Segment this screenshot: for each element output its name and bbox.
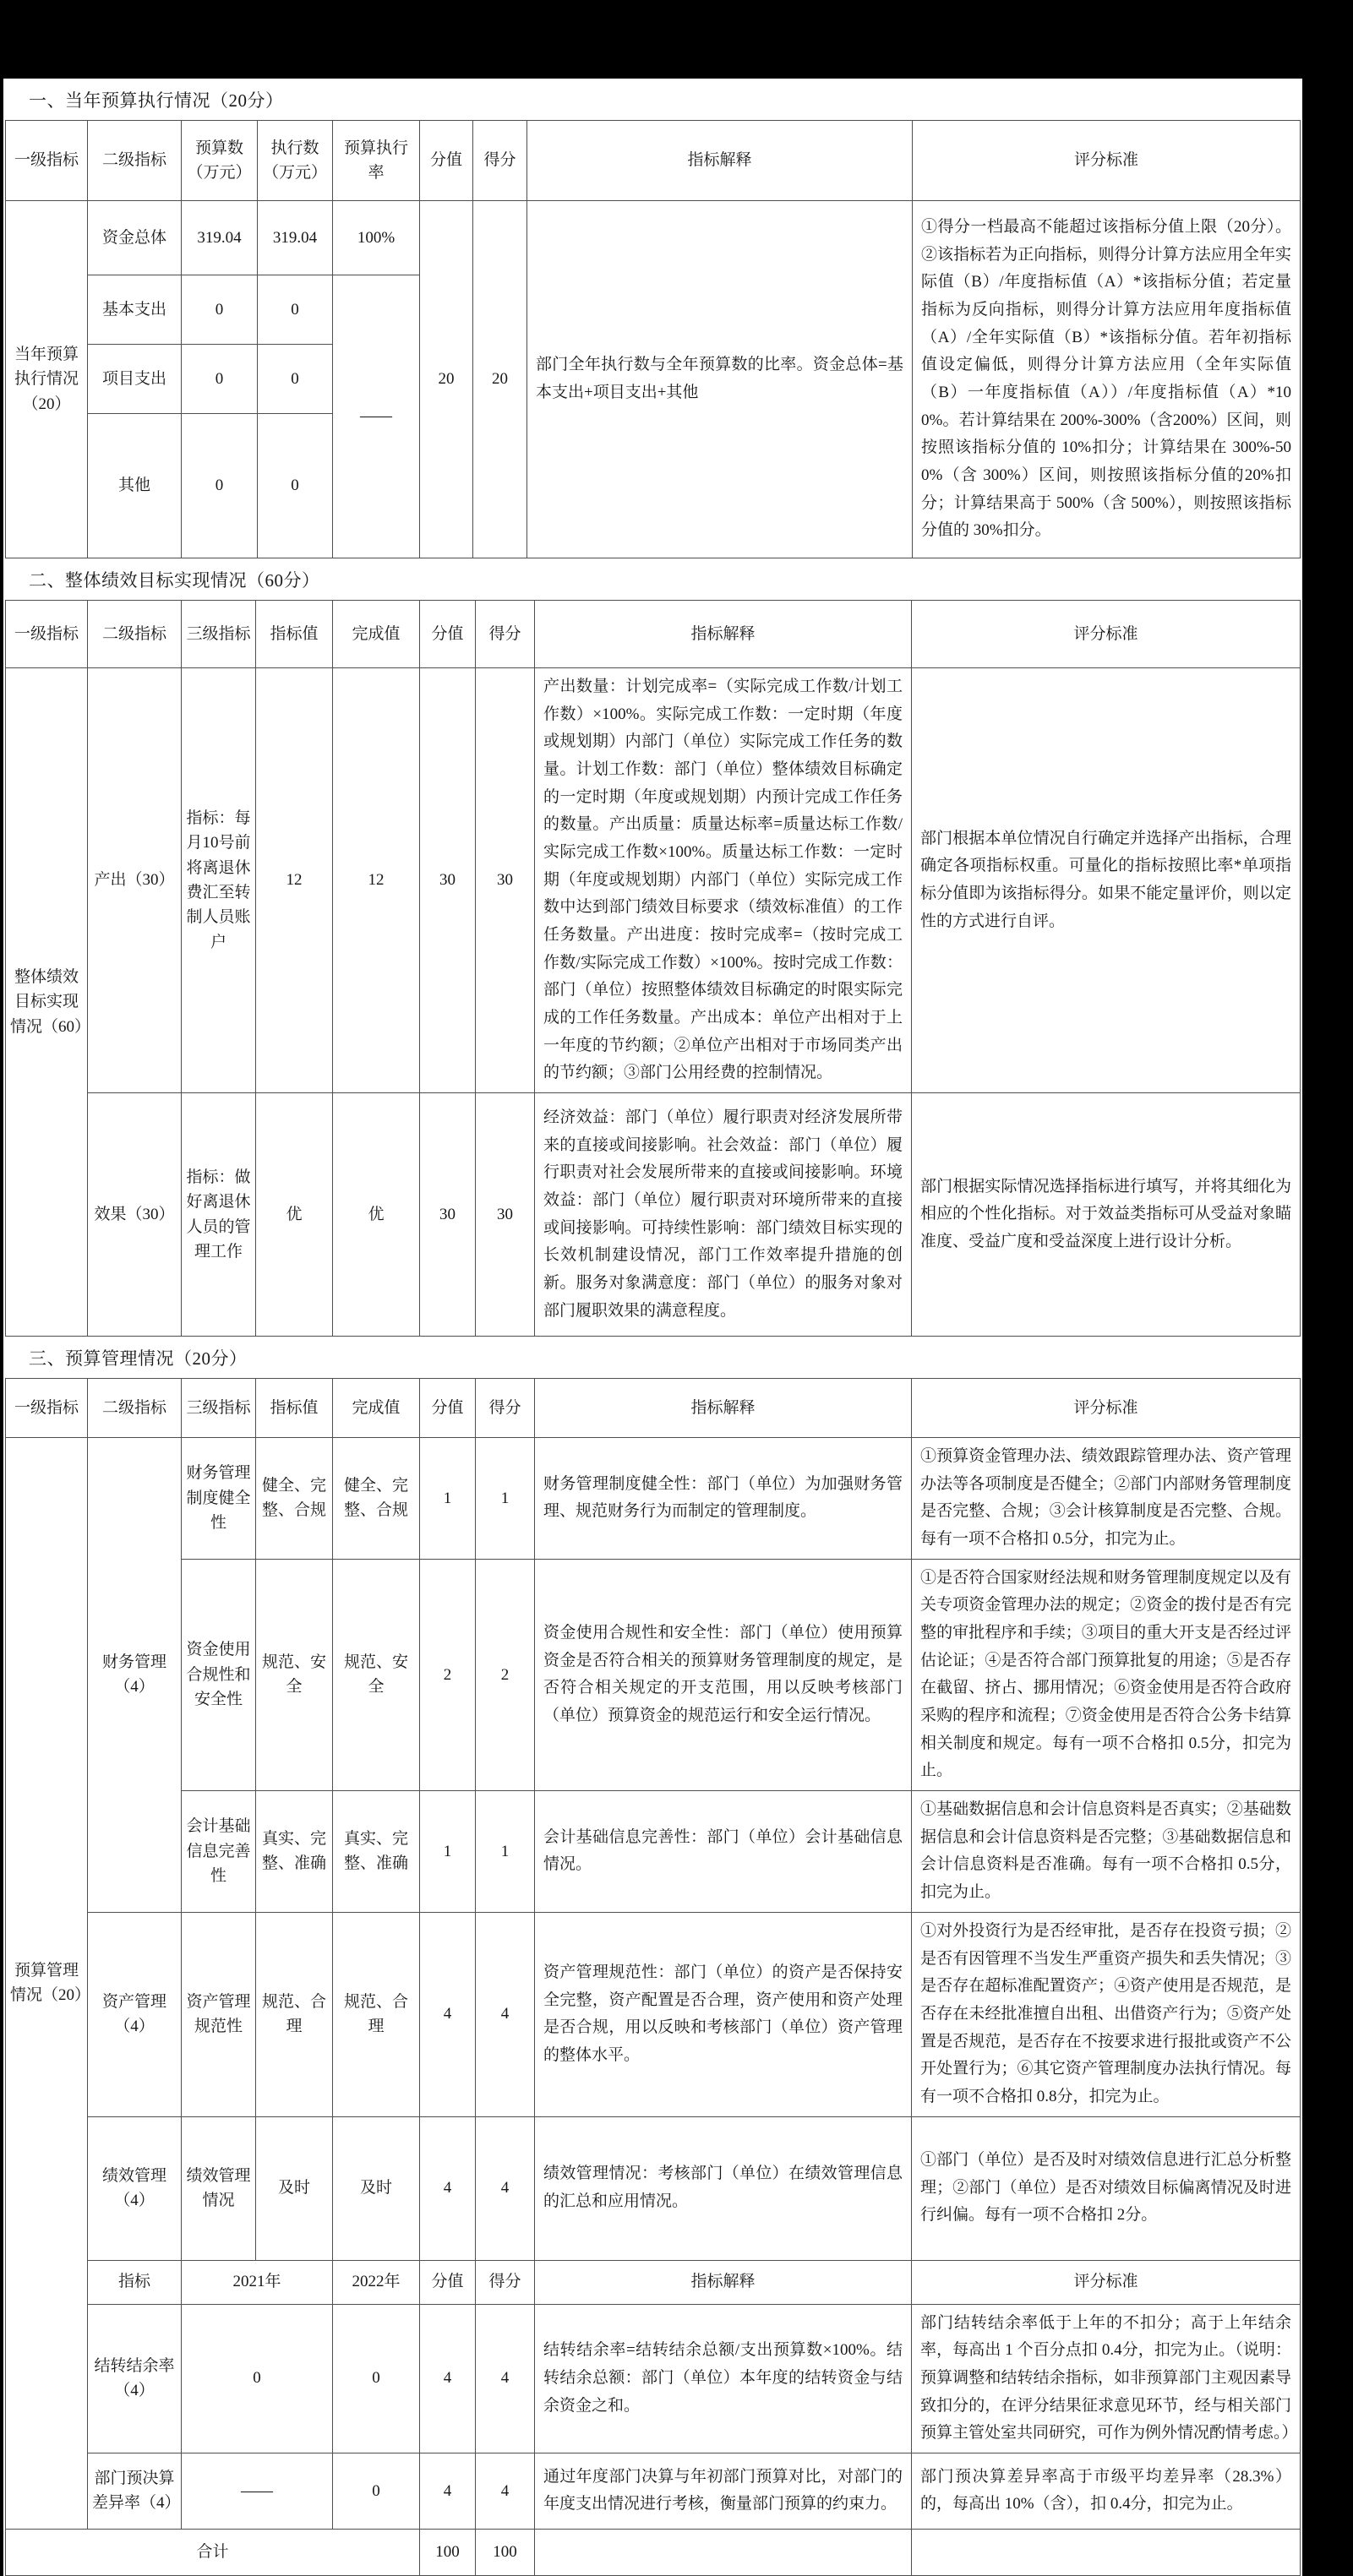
indicator-explanation: 资金使用合规性和安全性：部门（单位）使用预算资金是否符合相关的预算财务管理制度的规定，是否符合相关规定的开支范围，用以反映考核部门（单位）预算资金的规范运行和安全运行情况。 [535,1559,912,1790]
total-score-value: 100 [420,2529,476,2575]
budget-value: 0 [182,414,258,558]
level2-indicator: 产出（30） [88,668,182,1093]
table-row [6,1559,1301,1790]
level3-indicator: 财务管理制度健全性 [182,1438,256,1560]
target-value: 真实、完整、准确 [256,1791,333,1913]
col-header-level2: 二级指标 [88,1379,182,1438]
scoring-standard: ①预算资金管理办法、绩效跟踪管理办法、资产管理办法等各项制度是否健全；②部门内部财务管理制度是否完整、合规；③会计核算制度是否完整、合规。每有一项不合格扣 0.5分，扣完为止。 [912,1438,1301,1560]
score-value: 4 [420,2116,476,2260]
target-value: 规范、安全 [256,1559,333,1790]
got-value: 30 [476,1093,535,1337]
level3-indicator: 资金使用合规性和安全性 [182,1559,256,1790]
col-header-got: 得分 [473,121,527,201]
rate-value: 100% [333,201,420,275]
section2-table [5,600,1301,1337]
col-header-level1: 一级指标 [6,121,88,201]
got-value: 1 [476,1791,535,1913]
table-row [6,1093,1301,1337]
col-header-budget: 预算数（万元） [182,121,258,201]
table-row [6,2116,1301,2260]
budget-value: 319.04 [182,201,258,275]
table-row [6,1438,1301,1560]
section3-header-row [6,1379,1301,1438]
table-row [6,2304,1301,2453]
col-header-level3: 三级指标 [182,1379,256,1438]
got-value: 4 [476,1912,535,2116]
scoring-standard: ①是否符合国家财经法规和财务管理制度规定以及有关专项资金管理办法的规定；②资金的拨付是否有完整的审批程序和手续；③项目的重大开支是否经过评估论证；④是否符合部门预算批复的用途；⑤是否存在截留、挤占、挪用情况；⑥资金使用是否符合政府采购的程序和流程；⑦资金使用是否符合公务卡结算相关制度和规定。每有一项不合格扣 0.5分，扣完为止。 [912,1559,1301,1790]
got-value: 4 [476,2304,535,2453]
level3-indicator: 资产管理规范性 [182,1912,256,2116]
got-value: 2 [476,1559,535,1790]
table-row [6,668,1301,1093]
indicator-explanation: 绩效管理情况：考核部门（单位）在绩效管理信息的汇总和应用情况。 [535,2116,912,2260]
row-label: 基本支出 [88,275,182,345]
col-header-standard: 评分标准 [913,121,1301,201]
total-standard-empty [912,2529,1301,2575]
target-value: 优 [256,1093,333,1337]
row-label: 部门预决算差异率（4） [88,2453,182,2529]
got-value: 4 [476,2116,535,2260]
score-value: 1 [420,1438,476,1560]
section3-title: 三、预算管理情况（20分） [29,1348,248,1369]
done-value: 规范、安全 [333,1559,420,1790]
got-value: 4 [476,2453,535,2529]
section2-header-row [6,601,1301,668]
scoring-standard: ①基础数据信息和会计信息资料是否真实；②基础数据信息和会计信息资料是否完整；③基础数据信息和会计信息资料是否准确。每有一项不合格扣 0.5分，扣完为止。 [912,1791,1301,1913]
col-header-standard: 评分标准 [912,601,1301,668]
score-value: 1 [420,1791,476,1913]
sub-header-indicator: 指标 [88,2260,182,2304]
target-value: 12 [256,668,333,1093]
got-value: 30 [476,668,535,1093]
section1-header-row [6,121,1301,201]
table-row [6,1791,1301,1913]
row-label: 结转结余率（4） [88,2304,182,2453]
col-header-level1: 一级指标 [6,1379,88,1438]
col-header-level3: 三级指标 [182,601,256,668]
indicator-explanation: 会计基础信息完善性：部门（单位）会计基础信息情况。 [535,1791,912,1913]
scoring-standard: 部门结转结余率低于上年的不扣分；高于上年结余率，每高出 1 个百分点扣 0.4分，扣完为止。（说明：预算调整和结转结余指标，如非预算部门主观因素导致扣分的，在评分结果征求意见环节，经与相关部门预算主管处室共同研究，可作为例外情况酌情考虑。） [912,2304,1301,2453]
score-value: 30 [420,1093,476,1337]
value-2022: 0 [333,2453,420,2529]
done-value: 规范、合理 [333,1912,420,2116]
scoring-standard: ①部门（单位）是否及时对绩效信息进行汇总分析整理；②部门（单位）是否对绩效目标偏离情况及时进行纠偏。每有一项不合格扣 2分。 [912,2116,1301,2260]
col-header-done: 完成值 [333,1379,420,1438]
sub-header-explanation: 指标解释 [535,2260,912,2304]
target-value: 及时 [256,2116,333,2260]
section1-title: 一、当年预算执行情况（20分） [29,90,284,111]
budget-value: 0 [182,345,258,414]
indicator-explanation: 经济效益：部门（单位）履行职责对经济发展所带来的直接或间接影响。社会效益：部门（单位）履行职责对社会发展所带来的直接或间接影响。环境效益：部门（单位）履行职责对环境所带来的直接或间接影响。可持续性影响：部门绩效目标实现的长效机制建设情况，部门工作效率提升措施的创新。服务对象满意度：部门（单位）的服务对象对部门履职效果的满意程度。 [535,1093,912,1337]
sub-header-got: 得分 [476,2260,535,2304]
value-2021: 0 [182,2304,333,2453]
row-label: 资金总体 [88,201,182,275]
col-header-done: 完成值 [333,601,420,668]
done-value: 及时 [333,2116,420,2260]
scoring-standard: 部门预决算差异率高于市级平均差异率（28.3%）的，每高出 10%（含），扣 0.4分，扣完为止。 [912,2453,1301,2529]
scoring-standard: 部门根据本单位情况自行确定并选择产出指标，合理确定各项指标权重。可量化的指标按照比率*单项指标分值即为该指标得分。如果不能定量评价，则以定性的方式进行自评。 [912,668,1301,1093]
value-2021: —— [182,2453,333,2529]
sub-header-standard: 评分标准 [912,2260,1301,2304]
col-header-exec: 执行数（万元） [258,121,333,201]
target-value: 健全、完整、合规 [256,1438,333,1560]
indicator-explanation: 通过年度部门决算与年初部门预算对比，对部门的年度支出情况进行考核，衡量部门预算的约束力。 [535,2453,912,2529]
total-row [6,2529,1301,2575]
section2-title: 二、整体绩效目标实现情况（60分） [29,569,320,591]
col-header-score: 分值 [420,601,476,668]
col-header-standard: 评分标准 [912,1379,1301,1438]
value-2022: 0 [333,2304,420,2453]
exec-value: 319.04 [258,201,333,275]
col-header-explanation: 指标解释 [535,601,912,668]
section3-table [5,1378,1301,2576]
table-row [6,201,1301,275]
exec-value: 0 [258,275,333,345]
col-header-score: 分值 [420,121,473,201]
rate-dash: —— [333,275,420,558]
indicator-explanation: 结转结余率=结转结余总额/支出预算数×100%。结转结余总额：部门（单位）本年度的结转资金与结余资金之和。 [535,2304,912,2453]
score-value: 4 [420,1912,476,2116]
sub-header-score: 分值 [420,2260,476,2304]
level3-indicator: 绩效管理情况 [182,2116,256,2260]
score-value: 30 [420,668,476,1093]
col-header-level2: 二级指标 [88,121,182,201]
done-value: 12 [333,668,420,1093]
budget-value: 0 [182,275,258,345]
level2-indicator: 绩效管理（4） [88,2116,182,2260]
level1-indicator: 当年预算执行情况（20） [6,201,88,558]
sub-header-row [6,2260,1301,2304]
col-header-rate: 预算执行率 [333,121,420,201]
level3-indicator: 指标：做好离退休人员的管理工作 [182,1093,256,1337]
total-got-value: 100 [476,2529,535,2575]
score-value: 4 [420,2304,476,2453]
done-value: 优 [333,1093,420,1337]
exec-value: 0 [258,414,333,558]
col-header-level1: 一级指标 [6,601,88,668]
evaluation-document [3,79,1302,2576]
row-label: 项目支出 [88,345,182,414]
scoring-standard: ①对外投资行为是否经审批，是否存在投资亏损；②是否有因管理不当发生严重资产损失和丢失情况；③是否存在超标准配置资产；④资产使用是否规范，是否存在未经批准擅自出租、出借资产行为；⑤资产处置是否规范，是否存在不按要求进行报批或资产不公开处置行为；⑥其它资产管理制度办法执行情况。每有一项不合格扣 0.8分，扣完为止。 [912,1912,1301,2116]
level3-indicator: 会计基础信息完善性 [182,1791,256,1913]
indicator-explanation: 资产管理规范性：部门（单位）的资产是否保持安全完整，资产配置是否合理，资产使用和资产处理是否合规，用以反映和考核部门（单位）资产管理的整体水平。 [535,1912,912,2116]
got-value: 20 [473,201,527,558]
exec-value: 0 [258,345,333,414]
col-header-explanation: 指标解释 [535,1379,912,1438]
score-value: 2 [420,1559,476,1790]
done-value: 健全、完整、合规 [333,1438,420,1560]
table-row [6,2453,1301,2529]
col-header-level2: 二级指标 [88,601,182,668]
sub-header-2022: 2022年 [333,2260,420,2304]
level1-indicator: 整体绩效目标实现情况（60） [6,668,88,1337]
total-label: 合计 [6,2529,420,2575]
section1-table [5,120,1301,558]
col-header-got: 得分 [476,601,535,668]
col-header-explanation: 指标解释 [527,121,913,201]
total-explanation-empty [535,2529,912,2575]
got-value: 1 [476,1438,535,1560]
indicator-explanation: 产出数量：计划完成率=（实际完成工作数/计划工作数）×100%。实际完成工作数：一定时期（年度或规划期）内部门（单位）实际完成工作任务的数量。计划工作数：部门（单位）整体绩效目标确定的一定时期（年度或规划期）内预计完成工作任务的数量。产出质量：质量达标率=质量达标工作数/实际完成工作数×100%。质量达标工作数：一定时期（年度或规划期）内部门（单位）实际完成工作数中达到部门绩效目标要求（绩效标准值）的工作任务数量。产出进度：按时完成率=（按时完成工作数/实际完成工作数）×100%。按时完成工作数：部门（单位）按照整体绩效目标确定的时限实际完成的工作任务数量。产出成本：单位产出相对于上一年度的节约额；②单位产出相对于市场同类产出的节约额；③部门公用经费的控制情况。 [535,668,912,1093]
done-value: 真实、完整、准确 [333,1791,420,1913]
col-header-target: 指标值 [256,1379,333,1438]
level3-indicator: 指标：每月10号前将离退休费汇至转制人员账户 [182,668,256,1093]
score-value: 4 [420,2453,476,2529]
level2-indicator: 财务管理（4） [88,1438,182,1913]
indicator-explanation: 财务管理制度健全性：部门（单位）为加强财务管理、规范财务行为而制定的管理制度。 [535,1438,912,1560]
col-header-target: 指标值 [256,601,333,668]
indicator-explanation: 部门全年执行数与全年预算数的比率。资金总体=基本支出+项目支出+其他 [527,201,913,558]
table-row [6,1912,1301,2116]
sub-header-2021: 2021年 [182,2260,333,2304]
level2-indicator: 资产管理（4） [88,1912,182,2116]
col-header-score: 分值 [420,1379,476,1438]
level2-indicator: 效果（30） [88,1093,182,1337]
row-label: 其他 [88,414,182,558]
scoring-standard: 部门根据实际情况选择指标进行填写，并将其细化为相应的个性化指标。对于效益类指标可从受益对象瞄准度、受益广度和受益深度上进行设计分析。 [912,1093,1301,1337]
score-value: 20 [420,201,473,558]
target-value: 规范、合理 [256,1912,333,2116]
scoring-standard: ①得分一档最高不能超过该指标分值上限（20分）。②该指标若为正向指标，则得分计算方法应用全年实际值（B）/年度指标值（A）*该指标分值；若定量指标为反向指标，则得分计算方法应用年度指标值（A）/全年实际值（B）*该指标分值。若年初指标值设定偏低，则得分计算方法应用（全年实际值（B）一年度指标值（A））/年度指标值（A）*100%。若计算结果在 200%-300%（含200%）区间，则按照该指标分值的 10%扣分；计算结果在 300%-500%（含 300%）区间，则按照该指标分值的20%扣分；计算结果高于 500%（含 500%），则按照该指标分值的 30%扣分。 [913,201,1301,558]
level1-indicator: 预算管理情况（20） [6,1438,88,2530]
col-header-got: 得分 [476,1379,535,1438]
